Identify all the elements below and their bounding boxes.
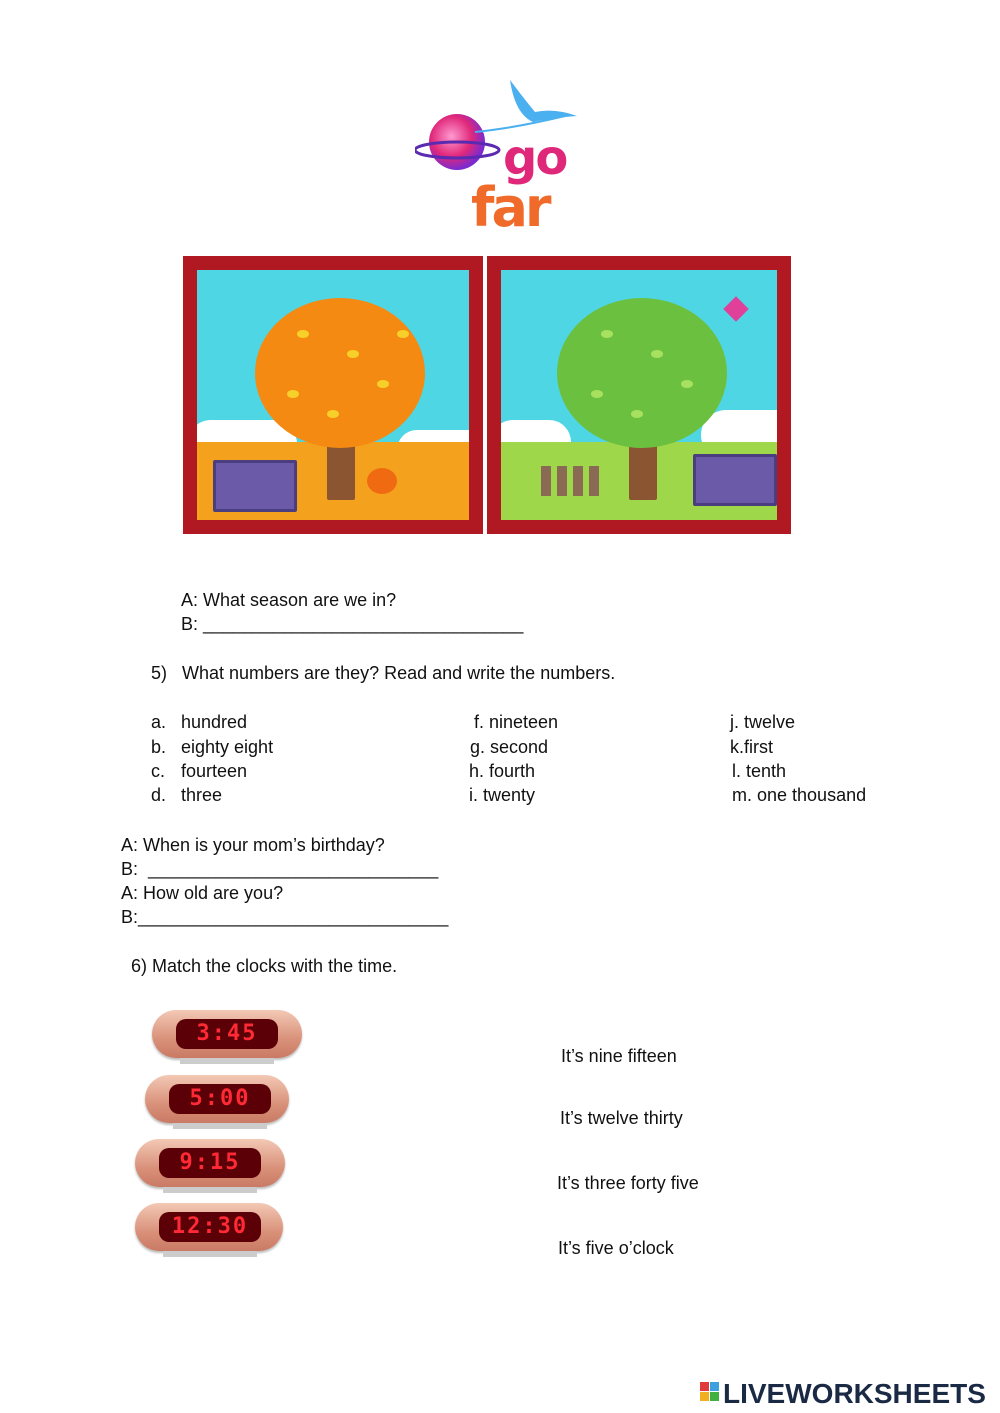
logo-text-far: far [471,176,549,239]
butterfly-icon [723,296,748,321]
time-option[interactable]: It’s three forty five [557,1173,699,1193]
pumpkin-icon [367,468,397,494]
clock-3[interactable] [135,1139,285,1187]
clock-display: 3:45 [176,1019,278,1049]
time-option[interactable]: It’s nine fifteen [561,1046,677,1066]
time-option[interactable]: It’s five o’clock [558,1238,674,1258]
clock-display: 5:00 [169,1084,271,1114]
age-question: A: How old are you? [121,883,284,903]
spring-picture [487,256,791,534]
list-item: g. second [470,737,549,757]
season-answer-line[interactable]: B: ________________________________ [181,614,524,634]
logo-text-go: go [503,130,567,186]
list-item: k.first [730,737,773,757]
autumn-tree-crown [255,298,425,448]
list-item: l. tenth [732,761,787,781]
list-marker: a. [151,712,167,732]
age-answer-line[interactable]: B:_______________________________ [121,907,449,927]
time-option[interactable]: It’s twelve thirty [560,1108,683,1128]
autumn-picture [183,256,483,534]
fence-icon [541,466,605,496]
autumn-sky [197,270,469,520]
birthday-answer-line[interactable]: B: _____________________________ [121,859,439,879]
list-marker: c. [151,761,166,781]
clock-1[interactable] [152,1010,302,1058]
list-item: three [181,785,223,805]
list-marker: d. [151,785,167,805]
clock-display: 12:30 [159,1212,261,1242]
spring-answer-box[interactable] [693,454,777,506]
list-item: m. one thousand [732,785,867,805]
list-item: j. twelve [730,712,796,732]
autumn-answer-box[interactable] [213,460,297,512]
birthday-question: A: When is your mom’s birthday? [121,835,385,855]
footer-brand: LIVEWORKSHEETS [723,1378,986,1409]
spring-sky [501,270,777,520]
clock-display: 9:15 [159,1148,261,1178]
section6-title: 6) Match the clocks with the time. [131,956,398,976]
season-question: A: What season are we in? [181,590,397,610]
list-item: eighty eight [181,737,274,757]
list-item: h. fourth [469,761,536,781]
section5-title: 5) What numbers are they? Read and write the numbers. [151,663,616,683]
list-item: hundred [181,712,248,732]
clock-4[interactable] [135,1203,283,1251]
list-marker: b. [151,737,167,757]
list-item: i. twenty [469,785,536,805]
logo [415,70,585,250]
list-item: fourteen [181,761,248,781]
list-item: f. nineteen [474,712,559,732]
spring-tree-crown [557,298,727,448]
clock-2[interactable] [145,1075,289,1123]
